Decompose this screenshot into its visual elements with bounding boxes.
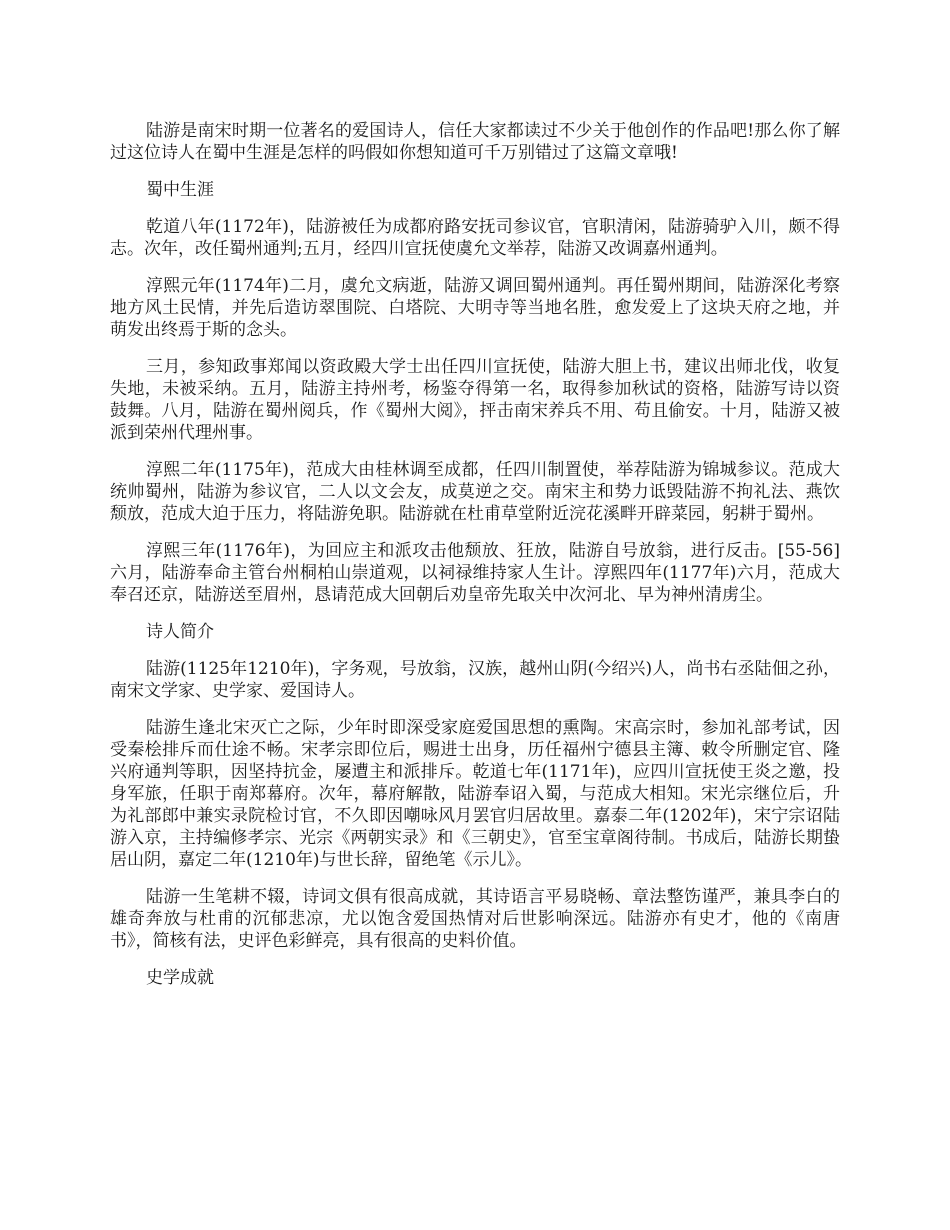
section-heading-history-achievements: 史学成就 xyxy=(146,968,214,988)
section-heading-shu-career: 蜀中生涯 xyxy=(146,180,214,200)
shu-paragraph-5: 淳熙三年(1176年)，为回应主和派攻击他颓放、狂放，陆游自号放翁，进行反击。[55-56]六月，陆游奉命主管台州桐柏山崇道观，以祠禄维持家人生计。淳熙四年(1177年)六月，范成大奉召还京，陆游送至眉州，恳请范成大回朝后劝皇帝先取关中次河北、早为神州清虏尘。 xyxy=(110,541,840,605)
shu-paragraph-1: 乾道八年(1172年)，陆游被任为成都府路安抚司参议官，官职清闲，陆游骑驴入川，颇不得志。次年，改任蜀州通判;五月，经四川宣抚使虞允文举荐，陆游又改调嘉州通判。 xyxy=(110,217,840,259)
shu-paragraph-4: 淳熙二年(1175年)，范成大由桂林调至成都，任四川制置使，举荐陆游为锦城参议。范成大统帅蜀州，陆游为参议官，二人以文会友，成莫逆之交。南宋主和势力诋毁陆游不拘礼法、燕饮颓放，范成大迫于压力，将陆游免职。陆游就在杜甫草堂附近浣花溪畔开辟菜园，躬耕于蜀州。 xyxy=(110,460,840,524)
shu-paragraph-2: 淳熙元年(1174年)二月，虞允文病逝，陆游又调回蜀州通判。再任蜀州期间，陆游深化考察地方风土民情，并先后造访翠围院、白塔院、大明寺等当地名胜，愈发爱上了这块天府之地，并萌发出终焉于斯的念头。 xyxy=(110,276,840,340)
intro-paragraph: 陆游是南宋时期一位著名的爱国诗人，信任大家都读过不少关于他创作的作品吧!那么你了解过这位诗人在蜀中生涯是怎样的吗假如你想知道可千万别错过了这篇文章哦! xyxy=(110,121,840,163)
bio-paragraph-3: 陆游一生笔耕不辍，诗词文俱有很高成就，其诗语言平易晓畅、章法整饬谨严，兼具李白的雄奇奔放与杜甫的沉郁悲凉，尤以饱含爱国热情对后世影响深远。陆游亦有史才，他的《南唐书》，简核有法，史评色彩鲜亮，具有很高的史料价值。 xyxy=(110,887,840,951)
section-heading-poet-bio: 诗人简介 xyxy=(146,622,214,642)
bio-paragraph-1: 陆游(1125年1210年)，字务观，号放翁，汉族，越州山阴(今绍兴)人，尚书右丞陆佃之孙，南宋文学家、史学家、爱国诗人。 xyxy=(110,659,840,701)
shu-paragraph-3: 三月，参知政事郑闻以资政殿大学士出任四川宣抚使，陆游大胆上书，建议出师北伐，收复失地，未被采纳。五月，陆游主持州考，杨鉴夺得第一名，取得参加秋试的资格，陆游写诗以资鼓舞。八月，陆游在蜀州阅兵，作《蜀州大阅》，抨击南宋养兵不用、苟且偷安。十月，陆游又被派到荣州代理州事。 xyxy=(110,357,840,443)
bio-paragraph-2: 陆游生逢北宋灭亡之际，少年时即深受家庭爱国思想的熏陶。宋高宗时，参加礼部考试，因受秦桧排斥而仕途不畅。宋孝宗即位后，赐进士出身，历任福州宁德县主簿、敕令所删定官、隆兴府通判等职，因坚持抗金，屡遭主和派排斥。乾道七年(1171年)，应四川宣抚使王炎之邀，投身军旅，任职于南郑幕府。次年，幕府解散，陆游奉诏入蜀，与范成大相知。宋光宗继位后，升为礼部郎中兼实录院检讨官，不久即因嘲咏风月罢官归居故里。嘉泰二年(1202年)，宋宁宗诏陆游入京，主持编修孝宗、光宗《两朝实录》和《三朝史》，官至宝章阁待制。书成后，陆游长期蛰居山阴，嘉定二年(1210年)与世长辞，留绝笔《示儿》。 xyxy=(110,718,840,870)
document-page xyxy=(110,120,840,1004)
